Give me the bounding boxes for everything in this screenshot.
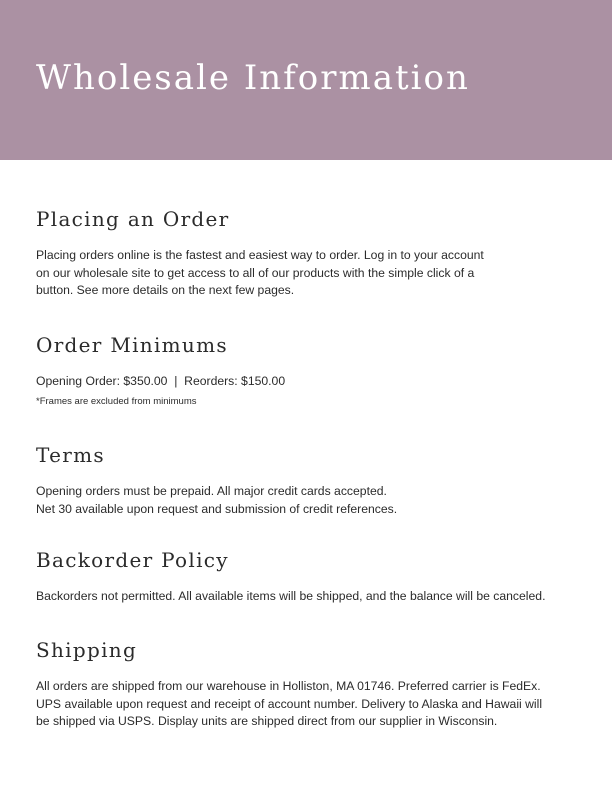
section-body — [36, 483, 584, 518]
body-line: All orders are shipped from our warehouse in Holliston, MA 01746. Preferred carrier is FedEx. — [36, 679, 541, 693]
section-body — [36, 678, 584, 731]
footnote: *Frames are excluded from minimums — [36, 395, 197, 407]
section-heading: Terms — [36, 443, 105, 467]
body-line: Placing orders online is the fastest and easiest way to order. Log in to your account — [36, 248, 484, 262]
header-banner — [0, 0, 612, 160]
body-line: Backorders not permitted. All available items will be shipped, and the balance will be canceled. — [36, 589, 546, 603]
section-heading: Order Minimums — [36, 333, 228, 357]
section-heading: Placing an Order — [36, 207, 230, 231]
page-title: Wholesale Information — [36, 58, 470, 98]
section-order-minimums — [36, 334, 584, 408]
body-line: button. See more details on the next few pages. — [36, 283, 295, 297]
section-body — [36, 373, 584, 408]
body-line: UPS available upon request and receipt of account number. Delivery to Alaska and Hawaii will — [36, 696, 543, 711]
section-placing-an-order — [36, 208, 584, 300]
section-shipping — [36, 639, 584, 731]
section-backorder-policy — [36, 549, 584, 606]
section-heading: Shipping — [36, 638, 138, 662]
body-line: be shipped via USPS. Display units are shipped direct from our supplier in Wisconsin. — [36, 714, 498, 728]
section-heading: Backorder Policy — [36, 548, 229, 572]
body-line: Opening Order: $350.00 | Reorders: $150.00 — [36, 374, 286, 388]
section-body — [36, 247, 584, 300]
section-terms — [36, 444, 584, 518]
body-line: Net 30 available upon request and submission of credit references. — [36, 501, 398, 516]
body-line: on our wholesale site to get access to all of our products with the simple click of a — [36, 265, 475, 280]
body-line: Opening orders must be prepaid. All major credit cards accepted. — [36, 484, 387, 498]
section-body — [36, 588, 584, 606]
